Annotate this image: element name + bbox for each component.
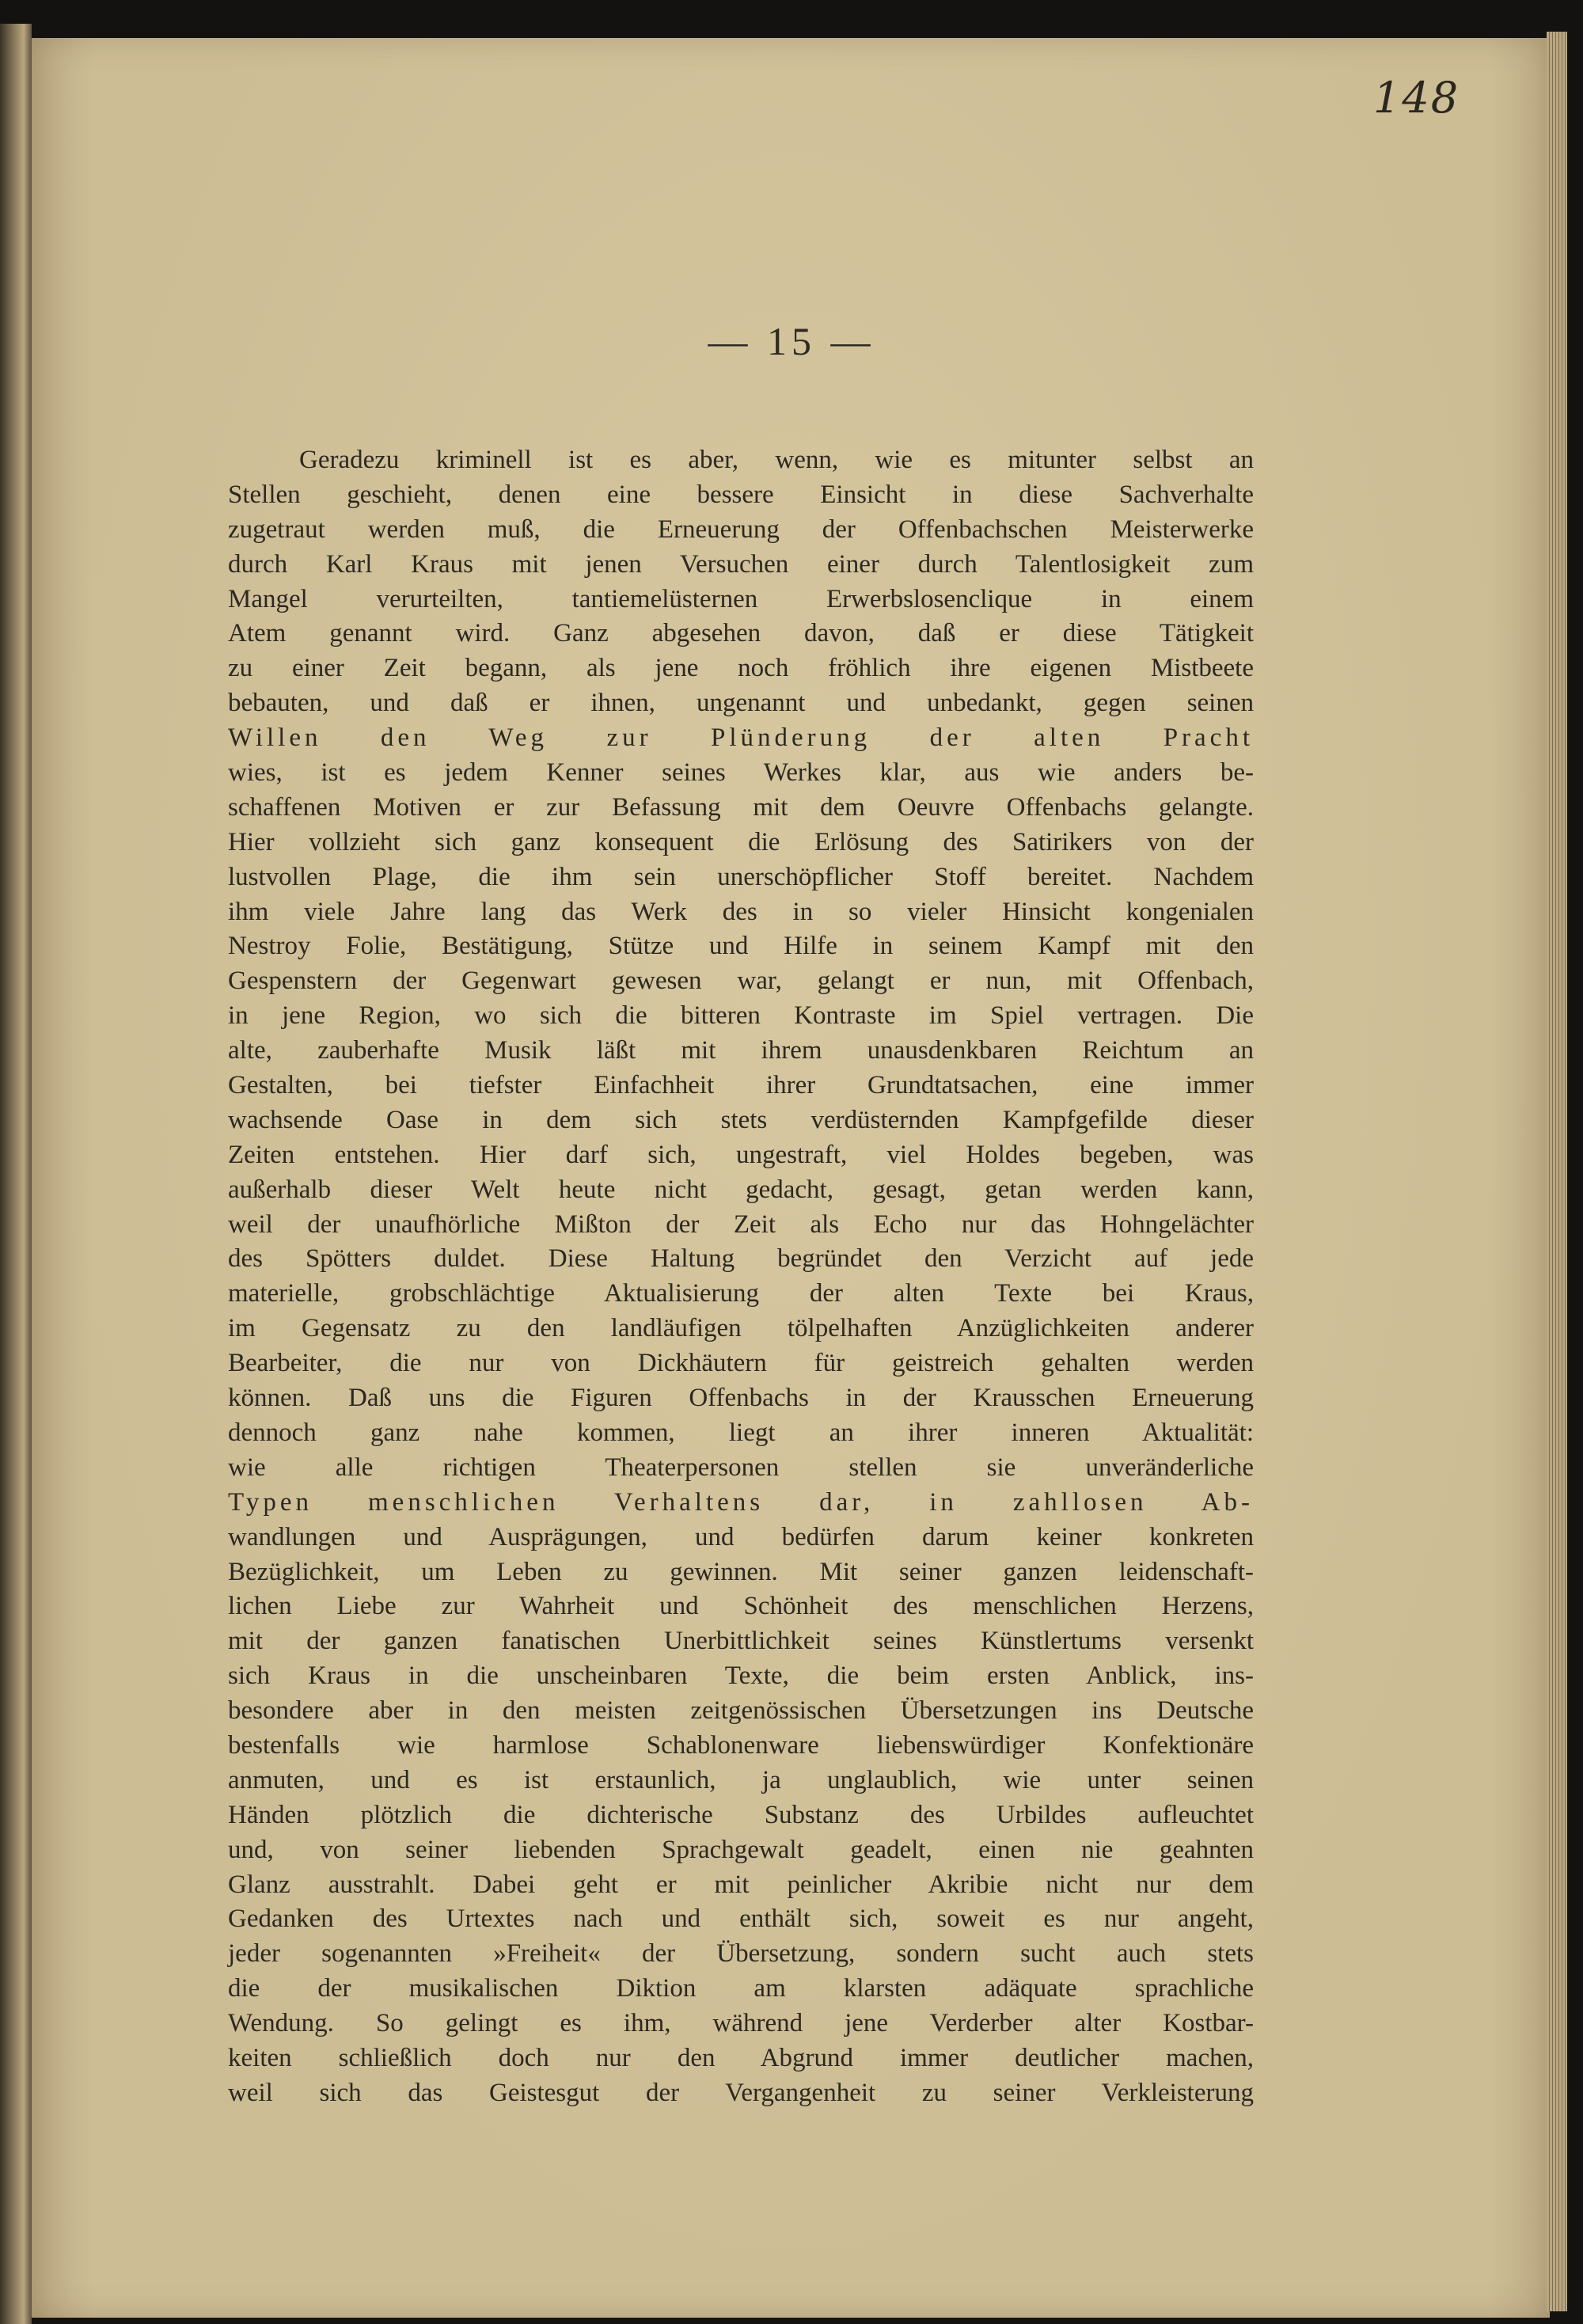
text-line: in jene Region, wo sich die bitteren Kontraste im Spiel vertragen. Die [228,1001,1254,1031]
text-line: bebauten, und daß er ihnen, ungenannt und unbedankt, gegen seinen [228,689,1254,718]
text-line: Gestalten, bei tiefster Einfachheit ihrer Grundtatsachen, eine immer [228,1071,1254,1100]
text-line: Willen den Weg zur Plünderung der alten Pracht [228,723,1254,753]
text-line: Gedanken des Urtextes nach und enthält sich, soweit es nur angeht, [228,1904,1254,1934]
left-page-edge [0,24,32,2324]
text-line: anmuten, und es ist erstaunlich, ja unglaublich, wie unter seinen [228,1765,1254,1794]
text-line: besondere aber in den meisten zeitgenössischen Übersetzungen ins Deutsche [228,1696,1254,1726]
text-line: Wendung. So gelingt es ihm, während jene Verderber alter Kostbar- [228,2009,1254,2038]
text-line: wies, ist es jedem Kenner seines Werkes klar, aus wie anders be- [228,758,1254,788]
text-line: Atem genannt wird. Ganz abgesehen davon, daß er diese Tätigkeit [228,619,1254,648]
handwritten-folio-number: 148 [1373,73,1460,123]
body-paragraph [228,443,1254,2111]
text-line: Typen menschlichen Verhaltens dar, in zahllosen Ab- [228,1487,1254,1517]
text-line: Stellen geschieht, denen eine bessere Einsicht in diese Sachverhalte [228,480,1254,509]
text-line: Mangel verurteilten, tantiemelüsternen Erwerbslosenclique in einem [228,584,1254,613]
text-line: durch Karl Kraus mit jenen Versuchen einer durch Talentlosigkeit zum [228,549,1254,579]
text-line: und, von seiner liebenden Sprachgewalt geadelt, einen nie geahnten [228,1835,1254,1864]
text-line: können. Daß uns die Figuren Offenbachs in der Krausschen Erneuerung [228,1384,1254,1413]
text-line: zugetraut werden muß, die Erneuerung der Offenbachschen Meisterwerke [228,515,1254,544]
page-stack-edge [1547,32,1567,2311]
text-line: ihm viele Jahre lang das Werk des in so vieler Hinsicht kongenialen [228,897,1254,926]
text-line: außerhalb dieser Welt heute nicht gedacht, gesagt, getan werden kann, [228,1175,1254,1204]
text-line: Zeiten entstehen. Hier darf sich, ungestraft, viel Holdes begeben, was [228,1140,1254,1169]
text-line: jeder sogenannten »Freiheit« der Übersetzung, sondern sucht auch stets [228,1939,1254,1969]
text-line: Nestroy Folie, Bestätigung, Stütze und Hilfe in seinem Kampf mit den [228,932,1254,961]
text-line: des Spötters duldet. Diese Haltung begründet den Verzicht auf jede [228,1244,1254,1274]
text-line: Bearbeiter, die nur von Dickhäutern für geistreich gehalten werden [228,1349,1254,1378]
text-line: Gespenstern der Gegenwart gewesen war, gelangt er nun, mit Offenbach, [228,966,1254,996]
text-line: lustvollen Plage, die ihm sein unerschöpflicher Stoff bereitet. Nachdem [228,862,1254,891]
text-line: lichen Liebe zur Wahrheit und Schönheit des menschlichen Herzens, [228,1592,1254,1621]
text-line: keiten schließlich doch nur den Abgrund immer deutlicher machen, [228,2043,1254,2072]
text-line: bestenfalls wie harmlose Schablonenware liebenswürdiger Konfektionäre [228,1730,1254,1760]
text-line: Händen plötzlich die dichterische Substanz des Urbildes aufleuchtet [228,1800,1254,1829]
text-line: wachsende Oase in dem sich stets verdüsternden Kampfgefilde dieser [228,1105,1254,1134]
text-line: mit der ganzen fanatischen Unerbittlichkeit seines Künstlertums versenkt [228,1627,1254,1656]
text-line: schaffenen Motiven er zur Befassung mit dem Oeuvre Offenbachs gelangte. [228,792,1254,822]
text-line: dennoch ganz nahe kommen, liegt an ihrer inneren Aktualität: [228,1418,1254,1447]
text-line: weil der unaufhörliche Mißton der Zeit als Echo nur das Hohngelächter [228,1209,1254,1239]
text-line: Hier vollzieht sich ganz konsequent die Erlösung des Satirikers von der [228,827,1254,856]
text-line: Bezüglichkeit, um Leben zu gewinnen. Mit seiner ganzen leidenschaft- [228,1557,1254,1586]
text-line: weil sich das Geistesgut der Vergangenheit zu seiner Verkleisterung [228,2078,1254,2107]
page-number: — 15 — [708,319,875,363]
text-line: sich Kraus in die unscheinbaren Texte, die beim ersten Anblick, ins- [228,1661,1254,1691]
text-line: Glanz ausstrahlt. Dabei geht er mit peinlicher Akribie nicht nur dem [228,1870,1254,1899]
text-line: alte, zauberhafte Musik läßt mit ihrem unausdenkbaren Reichtum an [228,1036,1254,1065]
text-line: Geradezu kriminell ist es aber, wenn, wie es mitunter selbst an [299,446,1254,474]
text-line: zu einer Zeit begann, als jene noch fröhlich ihre eigenen Mistbeete [228,654,1254,683]
text-line: im Gegensatz zu den landläufigen tölpelhaften Anzüglichkeiten anderer [228,1314,1254,1343]
text-line: materielle, grobschlächtige Aktualisierung der alten Texte bei Kraus, [228,1279,1254,1308]
text-line: wie alle richtigen Theaterpersonen stellen sie unveränderliche [228,1452,1254,1482]
text-line: wandlungen und Ausprägungen, und bedürfen darum keiner konkreten [228,1522,1254,1551]
text-line: die der musikalischen Diktion am klarsten adäquate sprachliche [228,1974,1254,2003]
